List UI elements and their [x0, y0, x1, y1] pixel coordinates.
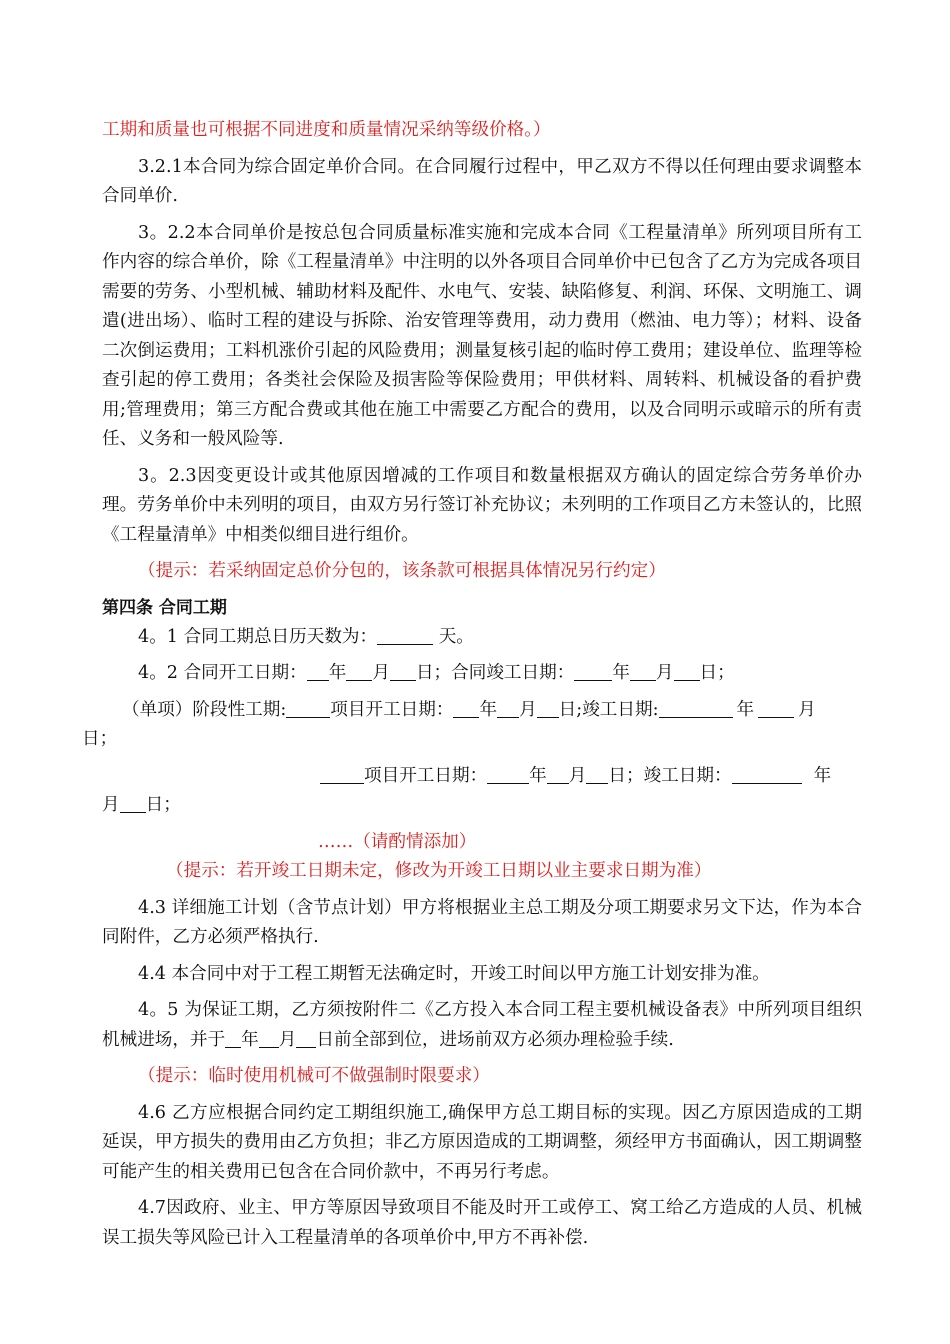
- blank: [758, 697, 794, 718]
- blank: [390, 660, 416, 681]
- blank: [574, 660, 612, 681]
- blank: [259, 1027, 279, 1048]
- clause-4-2: [102, 659, 862, 689]
- stage-period-line: [102, 696, 862, 726]
- year-label: 年: [328, 663, 347, 683]
- blank: [320, 763, 364, 784]
- stage-period-line-2: [102, 762, 862, 792]
- clause-4-5-end: 日前全部到位，进场前双方必须办理检验手续.: [316, 1029, 674, 1050]
- clause-4-1: [102, 623, 862, 653]
- blank: [674, 660, 700, 681]
- blank: [487, 763, 529, 784]
- clause-4-3: 4.3 详细施工计划（含节点计划）甲方将根据业主总工期及分项工期要求另文下达，作为本合同附件，乙方必须严格执行.: [102, 897, 862, 947]
- total-days-blank: [377, 624, 433, 645]
- add-more-note: ……（请酌情添加）: [318, 831, 477, 852]
- clause-3-2-1: 3.2.1本合同为综合固定单价合同。在合同履行过程中，甲乙双方不得以任何理由要求调整本合同单价.: [102, 156, 862, 206]
- month-label: 月: [568, 765, 587, 786]
- clause-4-7: 4.7因政府、业主、甲方等原因导致项目不能及时开工或停工、窝工给乙方造成的人员、机械误工损失等风险已计入工程量清单的各项单价中,甲方不再补偿.: [102, 1198, 862, 1248]
- month-label: 月: [372, 663, 390, 683]
- blank: [307, 660, 329, 681]
- stage-period-label: （单项）阶段性工期:: [122, 699, 287, 720]
- month-label: 月: [102, 795, 120, 815]
- blank: [296, 1027, 316, 1048]
- blank: [225, 1027, 241, 1048]
- completion-label: 日;竣工日期:: [558, 699, 659, 720]
- clause-4-5: [102, 996, 862, 1055]
- blank: [346, 660, 372, 681]
- completion-date-label: 日；合同竣工日期：: [415, 663, 575, 683]
- clause-3-2-3: 3。2.3因变更设计或其他原因增减的工作项目和数量根据双方确认的固定综合劳务单价办理。劳务单价中未列明的项目，由双方另行签订补充协议；未列明的工作项目乙方未签认的，比照《工程量清单》中相类似细目进行组价。: [102, 465, 862, 545]
- year-label: 年: [241, 1029, 259, 1050]
- stage-period-line-2-end: [102, 791, 862, 821]
- year-label: 年: [813, 765, 832, 786]
- clause-4-1-unit: 天。: [433, 626, 474, 647]
- blank: [586, 763, 608, 784]
- clause-4-1-text: 4。1 合同工期总日历天数为：: [138, 626, 378, 647]
- day-label: 日；: [82, 729, 118, 749]
- start-date-label: 4。2 合同开工日期：: [138, 663, 307, 683]
- blank: [286, 697, 330, 718]
- day-label: 日；: [145, 795, 181, 815]
- blank: [120, 792, 146, 813]
- clause-3-2-2: 3。2.2本合同单价是按总包合同质量标准实施和完成本合同《工程量清单》所列项目所有工作内容的综合单价，除《工程量清单》中注明的以外各项目合同单价中已包含了乙方为完成各项目需要的劳务、小型机械、辅助材料及配件、水电气、安装、缺陷修复、利润、环保、文明施工、调遣(进出场）、临时工程的建设与拆除、治安管理等费用，动力费用（燃油、电力等）；材料、设备二次倒运费用；工料机涨价引起的风险费用；测量复核引起的临时停工费用；建设单位、监理等检查引起的停工费用；各类社会保险及损害险等保险费用；甲供材料、周转料、机械设备的看护费用;管理费用；第三方配合费或其他在施工中需要乙方配合的费用，以及合同明示或暗示的所有责任、义务和一般风险等.: [102, 222, 862, 449]
- document-page: [82, 116, 862, 1253]
- month-label: 月: [519, 699, 537, 720]
- clause-4-5-text: 4。5 为保证工期，乙方须按附件二《乙方投入本合同工程主要机械设备表》中所列项目组织机械进场，并于: [102, 1000, 862, 1050]
- paragraph-price-note-end: 工期和质量也可根据不同进度和质量情况采纳等级价格。）: [102, 120, 551, 140]
- project-start-label: 项目开工日期：: [364, 765, 488, 786]
- year-label: 年: [612, 663, 630, 683]
- day-label: 日；: [699, 663, 735, 683]
- hint-fixed-price: （提示：若采纳固定总价分包的，该条款可根据具体情况另行约定）: [138, 561, 666, 581]
- stage-period-line-end: [82, 725, 862, 755]
- project-start-label: 项目开工日期：: [330, 699, 454, 720]
- blank: [453, 697, 479, 718]
- year-label: 年: [529, 765, 547, 786]
- hint-machinery: （提示：临时使用机械可不做强制时限要求）: [138, 1066, 490, 1086]
- year-label: 年: [736, 699, 755, 720]
- clause-4-4: 4.4 本合同中对于工程工期暂无法确定时，开竣工时间以甲方施工计划安排为准。: [138, 963, 770, 984]
- blank: [630, 660, 656, 681]
- blank: [659, 697, 733, 718]
- year-label: 年: [479, 699, 498, 720]
- hint-dates: （提示：若开竣工日期未定，修改为开竣工日期以业主要求日期为准）: [166, 861, 712, 881]
- blank: [547, 763, 569, 784]
- completion-label: 日；竣工日期：: [608, 765, 732, 786]
- month-label: 月: [655, 663, 674, 683]
- blank: [497, 697, 519, 718]
- blank: [537, 697, 559, 718]
- month-label: 月: [798, 699, 816, 720]
- blank: [732, 763, 802, 784]
- month-label: 月: [278, 1029, 297, 1050]
- clause-4-6: 4.6 乙方应根据合同约定工期组织施工,确保甲方总工期目标的实现。因乙方原因造成的工期延误，甲方损失的费用由乙方负担；非乙方原因造成的工期调整，须经甲方书面确认，因工期调整可能产生的相关费用已包含在合同价款中，不再另行考虑。: [102, 1102, 862, 1182]
- article-4-heading: 第四条 合同工期: [102, 597, 227, 618]
